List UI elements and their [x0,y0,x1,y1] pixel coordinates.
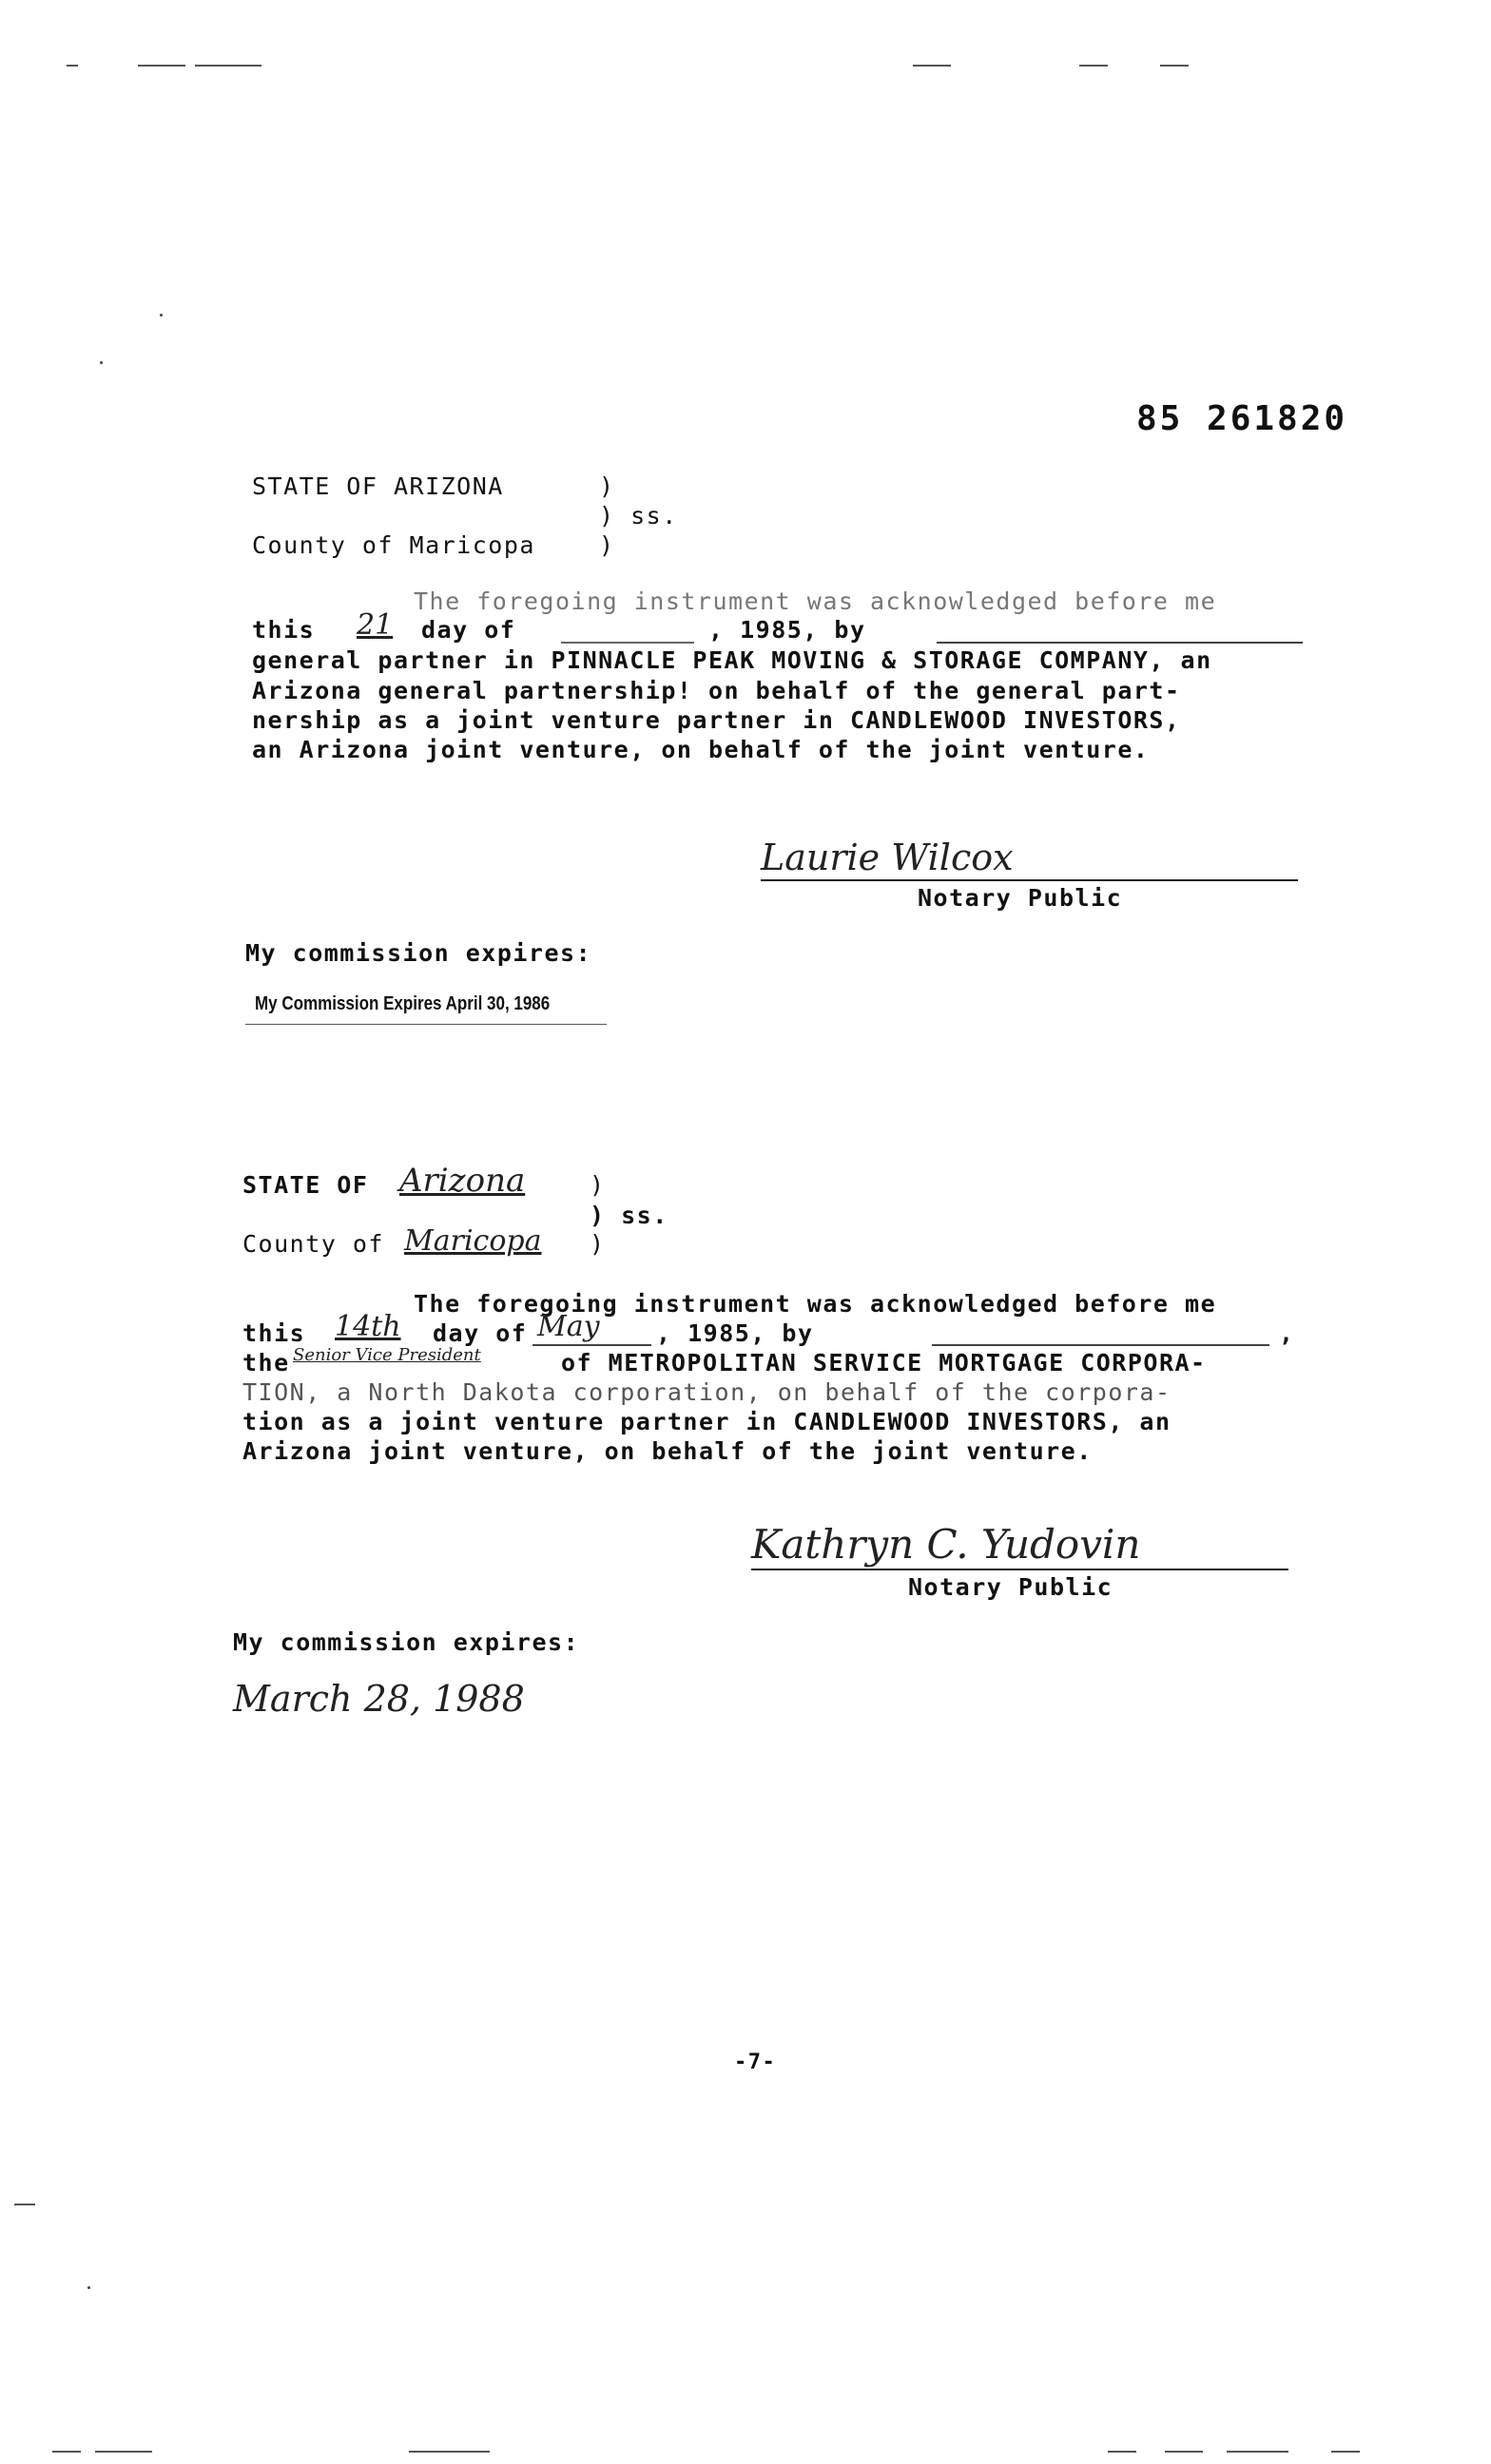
ack-line-4: TION, a North Dakota corporation, on behalf of the corpora- [242,1378,1172,1406]
ack-day-handwritten: 21 [357,608,394,642]
state-handwritten: Arizona [399,1162,526,1200]
ack-line-2-comma: , [1279,1319,1295,1347]
scan-speck [87,2286,90,2289]
officer-title-handwritten: Senior Vice President [293,1345,481,1365]
scan-mark [14,2204,35,2205]
commission-stamp: My Commission Expires April 30, 1986 [255,993,551,1014]
ack-line-2-dayof: day of [433,1319,528,1347]
scan-mark [1108,2451,1136,2453]
county-label: County of [242,1230,384,1258]
state-label: STATE OF [242,1171,369,1199]
county-handwritten: Maricopa [404,1224,542,1258]
ack-line-2-this: this [242,1319,306,1347]
scan-mark [95,2451,152,2453]
page-number: -7- [734,2050,777,2074]
scan-mark [913,65,951,67]
commission-date-handwritten: March 28, 1988 [233,1678,525,1720]
state-label: STATE OF ARIZONA [252,472,504,500]
notary-public-label: Notary Public [908,1573,1113,1601]
bracket: ) [599,531,615,559]
notary-signature: Laurie Wilcox [761,837,1014,878]
scan-mark [195,65,261,67]
scan-mark [409,2451,490,2453]
month-blank [561,642,694,644]
ack-line-4: Arizona general partnership! on behalf of the general part- [252,677,1181,704]
scan-mark [1165,2451,1203,2453]
ack-line-2-year: , 1985, by [708,616,866,644]
ack-line-2-this: this [252,616,316,644]
commission-label: My commission expires: [245,939,592,967]
ack-line-2-dayof: day of [421,616,516,644]
scan-mark [138,65,185,67]
scan-mark [1331,2451,1360,2453]
signer-blank [937,642,1303,644]
signer-blank [932,1344,1269,1346]
scan-mark [52,2451,81,2453]
month-handwritten: May [537,1310,600,1343]
ss-label: ) ss. [590,1202,668,1229]
commission-line [245,1024,607,1025]
scan-speck [100,361,103,364]
ack-line-6: an Arizona joint venture, on behalf of the joint venture. [252,736,1150,763]
bracket: ) [599,472,615,500]
scan-mark [1227,2451,1288,2453]
scan-mark [1079,65,1108,67]
bracket: ) [590,1230,606,1258]
scan-speck [160,314,163,317]
bracket: ) [590,1171,606,1199]
notary-signature: Kathryn C. Yudovin [751,1521,1141,1568]
ack-day-handwritten: 14th [335,1310,401,1343]
notary-public-label: Notary Public [918,884,1123,912]
ack-line-6: Arizona joint venture, on behalf of the joint venture. [242,1437,1093,1465]
ack-line-3: general partner in PINNACLE PEAK MOVING & STORAGE COMPANY, an [252,646,1212,674]
signature-line [761,879,1298,881]
county-label: County of Maricopa [252,531,535,559]
signature-line [751,1569,1288,1570]
document-number: 85 261820 [1136,399,1348,438]
ack-line-3-the: the [242,1349,290,1376]
ack-line-2-year: , 1985, by [656,1319,814,1347]
month-blank [532,1344,651,1346]
commission-label: My commission expires: [233,1628,580,1656]
ss-label: ) ss. [599,502,678,529]
ack-line-3: of METROPOLITAN SERVICE MORTGAGE CORPORA- [561,1349,1207,1376]
ack-line-5: tion as a joint venture partner in CANDLEWOOD INVESTORS, an [242,1408,1172,1435]
scan-mark [67,65,78,67]
ack-line-1: The foregoing instrument was acknowledged before me [414,587,1217,615]
ack-line-1: The foregoing instrument was acknowledged before me [414,1290,1217,1318]
scan-mark [1160,65,1189,67]
ack-line-5: nership as a joint venture partner in CANDLEWOOD INVESTORS, [252,706,1181,734]
